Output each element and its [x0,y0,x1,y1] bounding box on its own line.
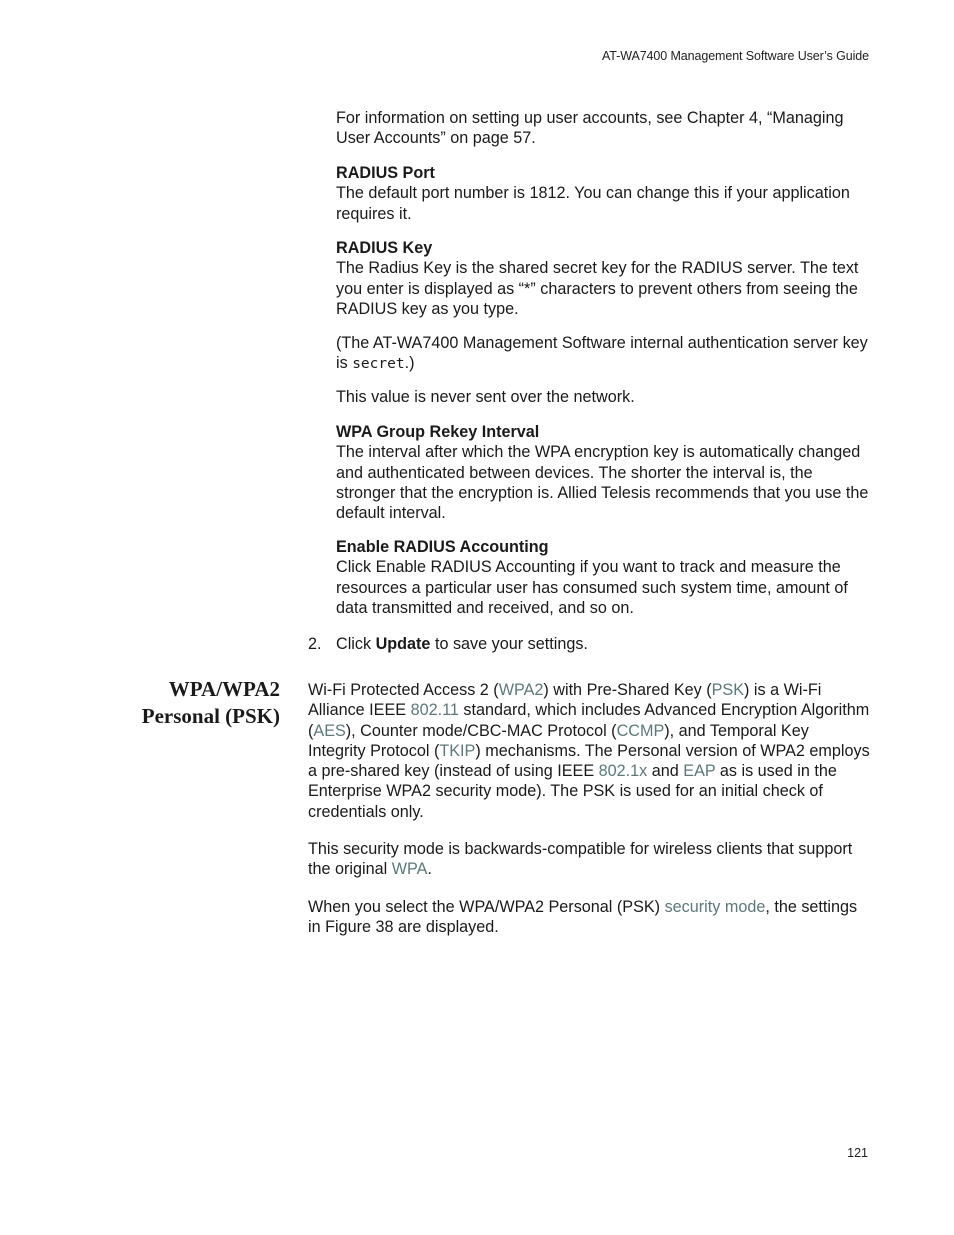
link-80211[interactable]: 802.11 [410,701,459,720]
p3-text: When you select the WPA/WPA2 Personal (PSK) [308,898,665,916]
radius-accounting-term: Enable RADIUS Accounting [336,538,549,556]
link-security-mode[interactable]: security mode [664,898,766,916]
radius-key-code: secret [352,356,405,373]
link-aes[interactable]: AES [313,721,346,740]
p2-text: . [427,860,432,879]
radius-key-term: RADIUS Key [336,239,433,257]
running-header: AT-WA7400 Management Software User’s Guide [602,49,869,63]
link-wpa[interactable]: WPA [391,860,428,879]
section-paragraph-3 [308,897,870,938]
link-tkip[interactable]: TKIP [439,741,476,760]
radius-key-desc: The Radius Key is the shared secret key for the RADIUS server. The text you enter is displayed as “*” characters to prevent others from seeing the RADIUS key as you type. [336,259,859,318]
p1-text: as is used in the Enterprise WPA2 security mode). The PSK is used for an initial check of credentials only. [308,762,837,821]
wpa-rekey-entry [336,422,876,523]
never-sent-paragraph [336,387,876,407]
step-prefix: Click [336,635,376,653]
section-heading-line1: WPA/WPA2 [168,677,280,701]
p1-text: ) with Pre-Shared Key ( [543,681,712,699]
step-number: 2. [308,635,322,653]
p1-text: ) mechanisms. The Personal version of WPA2 employs a pre-shared key (instead of using IEEE [308,741,870,781]
radius-key-note-prefix: (The AT-WA7400 Management Software internal authentication server key is [336,334,868,373]
wpa-rekey-desc: The interval after which the WPA encryption key is automatically changed and authenticated between devices. The shorter the interval is, the stronger that the encryption is. Allied Telesis recommends that you use the default interval. [336,443,869,523]
page-number: 121 [847,1146,868,1160]
p1-text: and [647,762,684,781]
radius-key-entry [336,238,876,319]
radius-accounting-desc: Click Enable RADIUS Accounting if you want to track and measure the resources a particular user has consumed such system time, amount of data transmitted and received, and so on. [336,558,848,617]
p2-text: This security mode is backwards-compatible for wireless clients that support the original [308,840,853,879]
p1-text: ), and Temporal Key Integrity Protocol ( [308,721,809,760]
section-heading-line2: Personal (PSK) [141,704,280,728]
link-eap[interactable]: EAP [683,762,716,781]
radius-port-entry [336,163,876,224]
never-sent-text: This value is never sent over the network. [336,388,635,406]
update-label: Update [375,635,431,653]
intro-text: For information on setting up user accounts, see Chapter 4, “Managing User Accounts” on page 57. [336,109,844,148]
radius-port-desc: The default port number is 1812. You can change this if your application requires it. [336,184,850,223]
p1-text: ), Counter mode/CBC-MAC Protocol ( [345,721,617,740]
radius-accounting-entry [336,537,876,618]
wpa-rekey-term: WPA Group Rekey Interval [336,423,540,441]
radius-key-note-suffix: .) [404,354,415,373]
step-2 [308,634,868,654]
step-suffix: to save your settings. [430,635,588,653]
p1-text: Wi-Fi Protected Access 2 ( [308,681,499,699]
radius-port-term: RADIUS Port [336,164,435,182]
section-paragraph-2 [308,839,870,880]
radius-key-note [336,333,876,375]
p1-text: standard, which includes Advanced Encryption Algorithm ( [308,701,870,740]
section-heading [100,676,280,730]
link-psk[interactable]: PSK [711,681,745,699]
section-paragraph-1 [308,680,870,822]
link-ccmp[interactable]: CCMP [616,721,665,740]
p1-text: ) is a Wi-Fi Alliance IEEE [308,681,822,720]
p3-text: , the settings in Figure 38 are displayed. [308,898,858,937]
link-8021x[interactable]: 802.1x [598,762,648,781]
link-wpa2[interactable]: WPA2 [498,681,544,699]
intro-paragraph [336,108,876,149]
